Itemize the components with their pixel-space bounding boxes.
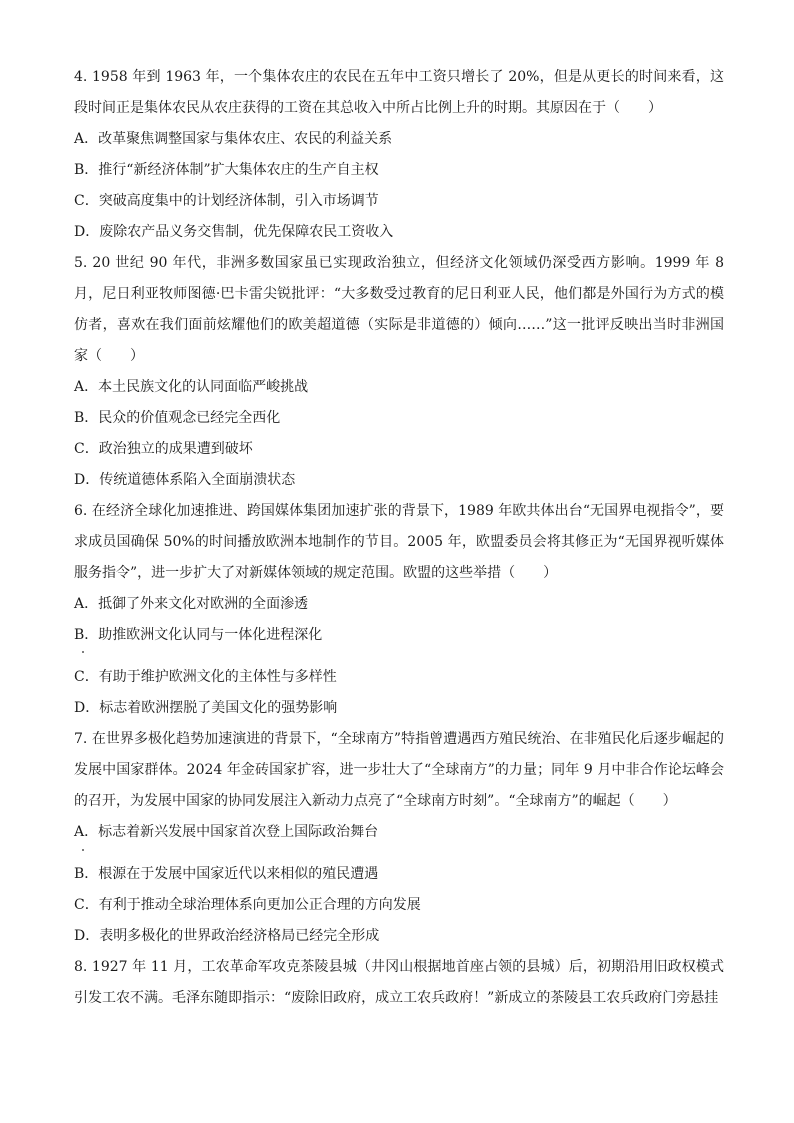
option-b: B．助推欧洲文化认同与一体化进程深化 [74, 627, 323, 643]
option-a: A．标志着新兴发展中国家首次登上国际政治舞台 [74, 824, 379, 840]
question-stem: 4. 1958 年到 1963 年，一个集体农庄的农民在五年中工资只增长了 20%，但是从更长的时间来看，这段时间正是集体农民从农庄获得的工资在其总收入中所占比例上升的时期。其原因在于（ ） [74, 69, 724, 116]
question-5 [74, 248, 724, 496]
option-d: D．标志着欧洲摆脱了美国文化的强势影响 [74, 700, 338, 716]
exam-page [74, 62, 724, 1014]
stray-mark [82, 849, 84, 851]
question-stem: 6. 在经济全球化加速推进、跨国媒体集团加速扩张的背景下，1989 年欧共体出台“无国界电视指令”，要求成员国确保 50%的时间播放欧洲本地制作的节目。2005 年，欧盟委员会将其修正为“无国界视听媒体服务指令”，进一步扩大了对新媒体领域的规定范围。欧盟的这些举措（ ） [74, 503, 724, 581]
option-b: B．民众的价值观念已经完全西化 [74, 410, 281, 426]
option-a: A．本土民族文化的认同面临严峻挑战 [74, 379, 309, 395]
question-stem: 7. 在世界多极化趋势加速演进的背景下，“全球南方”特指曾遭遇西方殖民统治、在非殖民化后逐步崛起的发展中国家群体。2024 年金砖国家扩容，进一步壮大了“全球南方”的力量；同年 9 月中非合作论坛峰会的召开，为发展中国家的协同发展注入新动力点亮了“全球南方时刻”。“全球南方”的崛起（ ） [74, 731, 724, 809]
option-b: B．根源在于发展中国家近代以来相似的殖民遭遇 [74, 866, 379, 882]
question-6 [74, 496, 724, 724]
option-c: C．有助于维护欧洲文化的主体性与多样性 [74, 669, 337, 685]
stray-mark [82, 651, 84, 653]
option-d: D．废除农产品义务交售制，优先保障农民工资收入 [74, 224, 394, 240]
question-stem: 5. 20 世纪 90 年代，非洲多数国家虽已实现政治独立，但经济文化领域仍深受西方影响。1999 年 8 月，尼日利亚牧师图德·巴卡雷尖锐批评：“大多数受过教育的尼日利亚人民，他们都是外国行为方式的模仿者，喜欢在我们面前炫耀他们的欧美超道德（实际是非道德的）倾向……”这一批评反映出当时非洲国家（ ） [74, 255, 724, 364]
question-stem: 8. 1927 年 11 月，工农革命军攻克茶陵县城（井冈山根据地首座占领的县城）后，初期沿用旧政权模式引发工农不满。毛泽东随即指示：“废除旧政府，成立工农兵政府！”新成立的茶陵县工农兵政府门旁悬挂 [74, 959, 724, 1006]
option-c: C．政治独立的成果遭到破坏 [74, 441, 253, 457]
option-c: C．有利于推动全球治理体系向更加公正合理的方向发展 [74, 897, 421, 913]
option-d: D．表明多极化的世界政治经济格局已经完全形成 [74, 928, 380, 944]
option-a: A．改革聚焦调整国家与集体农庄、农民的利益关系 [74, 131, 393, 147]
option-a: A．抵御了外来文化对欧洲的全面渗透 [74, 596, 309, 612]
question-4 [74, 62, 724, 248]
option-d: D．传统道德体系陷入全面崩溃状态 [74, 472, 296, 488]
question-8 [74, 952, 724, 1014]
option-b: B．推行“新经济体制”扩大集体农庄的生产自主权 [74, 162, 379, 178]
question-7 [74, 724, 724, 952]
option-c: C．突破高度集中的计划经济体制，引入市场调节 [74, 193, 379, 209]
